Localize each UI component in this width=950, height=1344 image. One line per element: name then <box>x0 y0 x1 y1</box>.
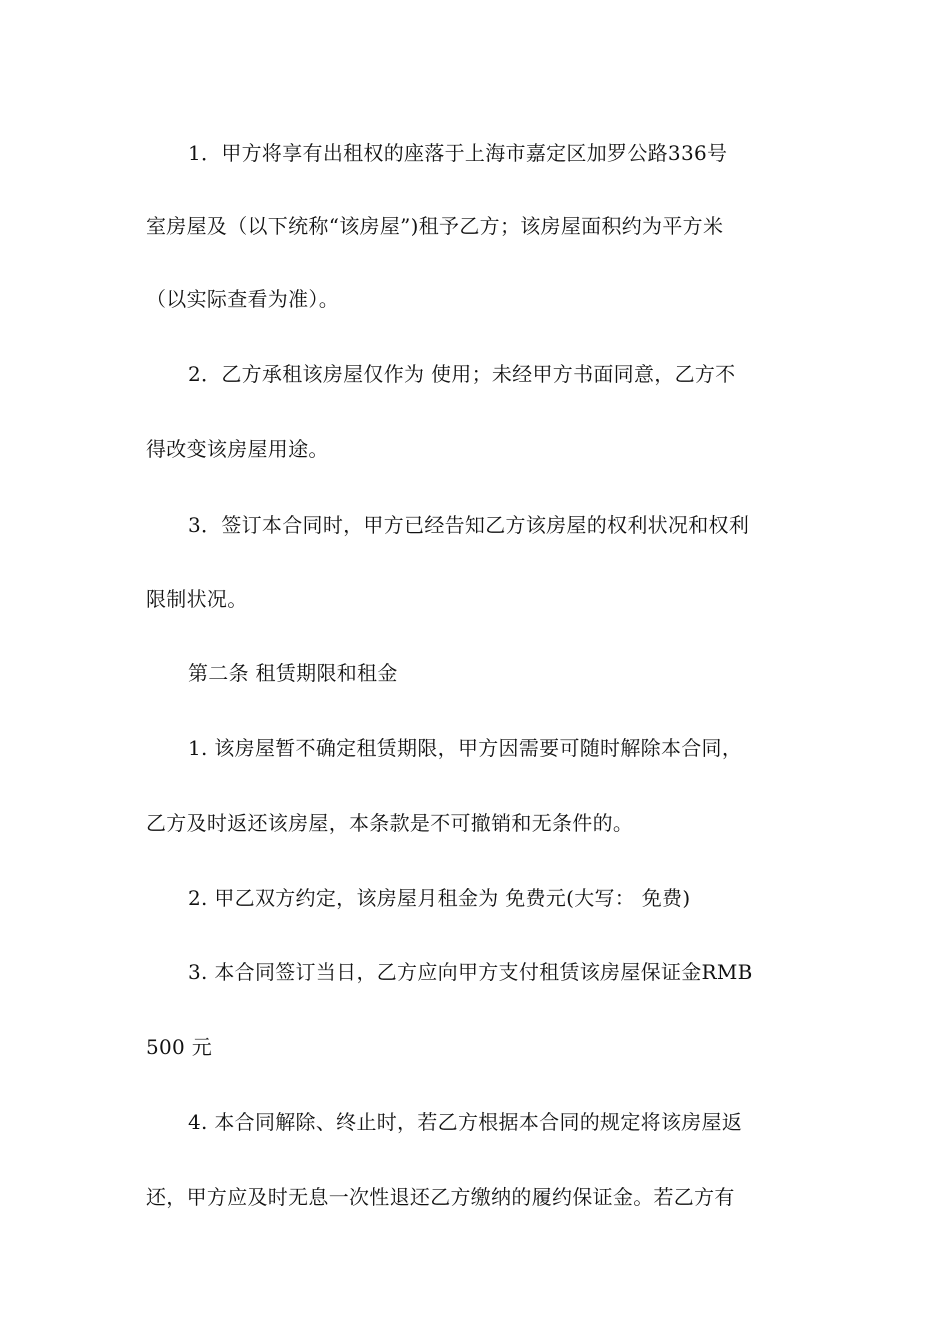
clause-2-3-line-2: 500 元 <box>146 1035 213 1059</box>
clause-2-4-line-2: 还，甲方应及时无息一次性退还乙方缴纳的履约保证金。若乙方有 <box>146 1185 735 1209</box>
section-heading-article-2: 第二条 租赁期限和租金 <box>188 661 398 685</box>
clause-1-3-line-1: 3．签订本合同时，甲方已经告知乙方该房屋的权利状况和权利 <box>188 513 750 537</box>
clause-2-3-line-1: 3. 本合同签订当日，乙方应向甲方支付租赁该房屋保证金RMB <box>188 960 753 984</box>
clause-1-2-line-1: 2．乙方承租该房屋仅作为 使用；未经甲方书面同意，乙方不 <box>188 362 736 386</box>
clause-1-3-line-2: 限制状况。 <box>146 587 248 611</box>
clause-1-1-line-1: 1．甲方将享有出租权的座落于上海市嘉定区加罗公路336号 <box>188 141 728 165</box>
clause-1-1-line-2: 室房屋及（以下统称“该房屋”)租予乙方；该房屋面积约为平方米 <box>146 214 724 238</box>
clause-2-1-line-2: 乙方及时返还该房屋，本条款是不可撤销和无条件的。 <box>146 811 634 835</box>
clause-2-4-line-1: 4. 本合同解除、终止时，若乙方根据本合同的规定将该房屋返 <box>188 1110 743 1134</box>
clause-1-1-line-3: （以实际查看为准）。 <box>146 287 339 311</box>
clause-2-1-line-1: 1. 该房屋暂不确定租赁期限，甲方因需要可随时解除本合同， <box>188 736 743 760</box>
clause-1-2-line-2: 得改变该房屋用途。 <box>146 437 329 461</box>
clause-2-2-line-1: 2. 甲乙双方约定，该房屋月租金为 免费元(大写： 免费) <box>188 886 691 910</box>
